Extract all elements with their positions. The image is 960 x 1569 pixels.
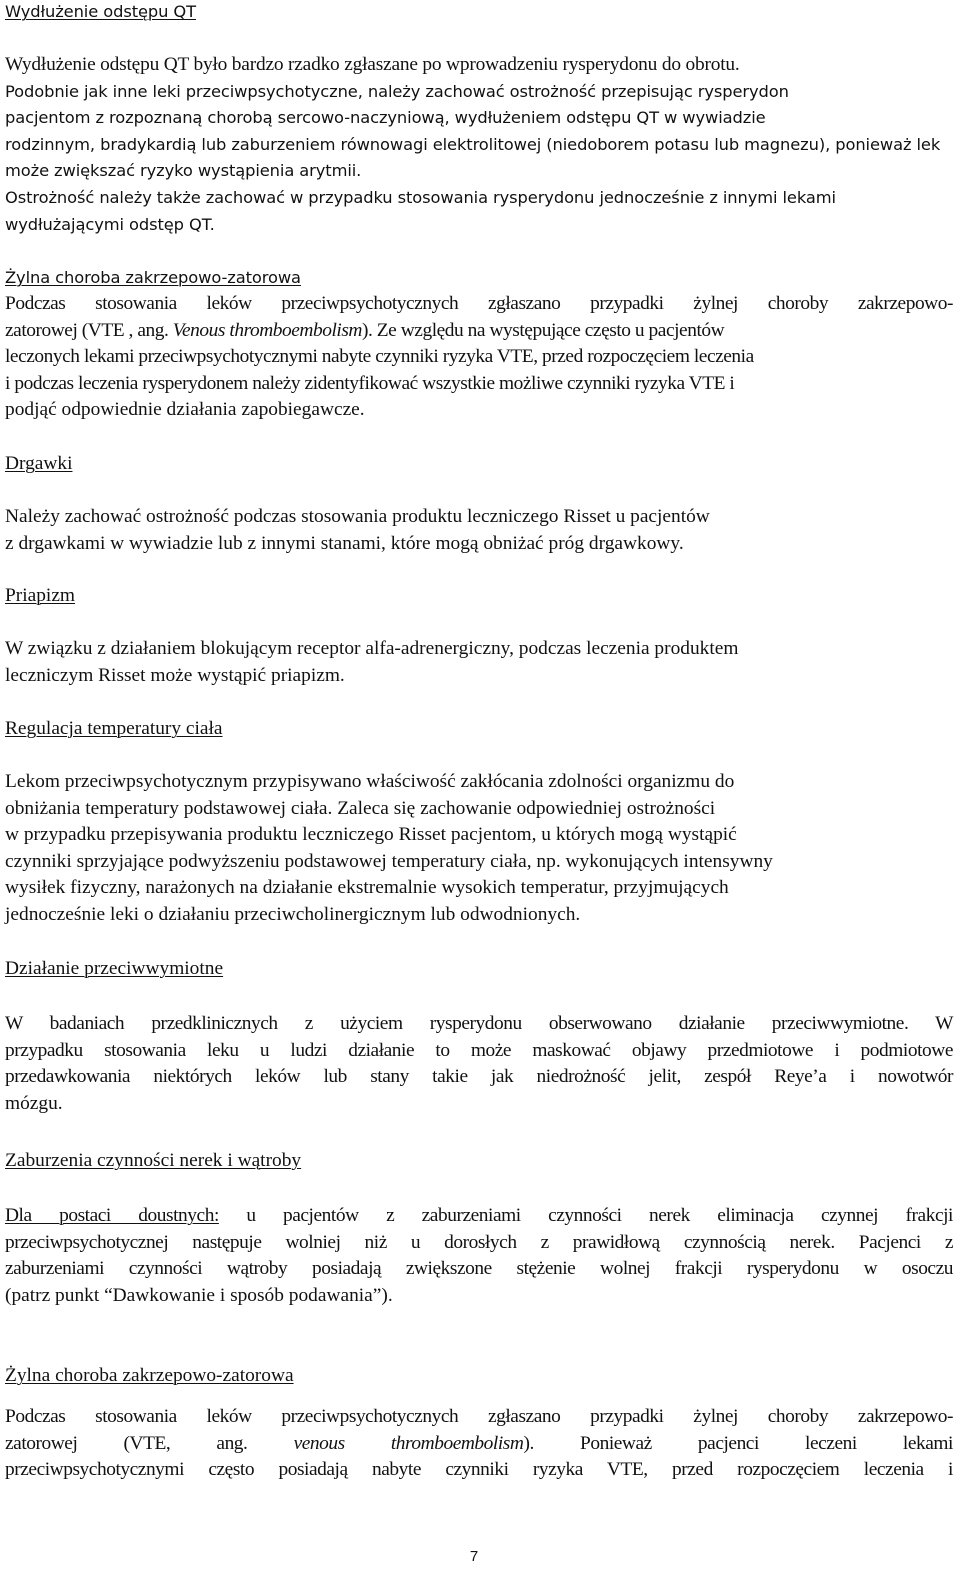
priapism-paragraph [5,636,953,689]
vte2-line-2-end: ). Ponieważ pacjenci leczeni lekami [523,1432,953,1454]
priapism-line-2: leczniczym Risset może wystąpić priapizm. [5,664,345,686]
renal-line-3: zaburzeniami czynności wątroby posiadają zwiększone stężenie wolnej frakcji rysperydonu w osoczu [5,1258,953,1280]
qt-line-3: pacjentom z rozpoznaną chorobą sercowo-naczyniową, wydłużeniem odstępu QT w wywiadzie [5,108,766,128]
temperature-heading: Regulacja temperatury ciała [5,718,223,739]
vte-line-2 [5,318,953,345]
temperature-line-3: w przypadku przepisywania produktu leczniczego Risset pacjentom, u których mogą wystąpić [5,824,737,846]
seizures-line-1: Należy zachować ostrożność podczas stosowania produktu leczniczego Risset u pacjentów [5,506,710,527]
qt-line-2: Podobnie jak inne leki przeciwpsychotyczne, należy zachować ostrożność przepisując rysperydon [5,81,789,101]
seizures-paragraph [5,504,953,557]
temperature-line-6: jednocześnie leki o działaniu przeciwcholinergicznym lub odwodnionych. [5,903,581,925]
antiemetic-line-4: mózgu. [5,1092,63,1114]
qt-heading: Wydłużenie odstępu QT [5,2,196,21]
oral-form-label: Dla postaci doustnych: [5,1205,219,1226]
temperature-line-4: czynniki sprzyjające podwyższeniu podstawowej temperatury ciała, np. wykonujących intensywny [5,850,773,872]
renal-line-2: przeciwpsychotycznej następuje wolniej niż u dorosłych z prawidłową czynnością nerek. Pacjenci z [5,1231,953,1253]
renal-line-1-rest: u pacjentów z zaburzeniami czynności nerek eliminacja czynnej frakcji [218,1205,953,1226]
renal-line-1 [5,1203,953,1230]
vte2-line-3: przeciwpsychotycznymi często posiadają nabyte czynniki ryzyka VTE, przed rozpoczęciem leczenia i [5,1459,953,1481]
renal-paragraph [5,1203,953,1309]
antiemetic-paragraph [5,1011,953,1117]
temperature-line-5: wysiłek fizyczny, narażonych na działanie ekstremalnie wysokich temperatur, przyjmujących [5,877,729,899]
vte2-line-1: Podczas stosowania leków przeciwpsychotycznych zgłaszano przypadki żylnej choroby zakrzepowo- [5,1406,953,1427]
antiemetic-line-2: przypadku stosowania leku u ludzi działanie to może maskować objawy przedmiotowe i podmiotowe [5,1039,953,1061]
vte-line-1: Podczas stosowania leków przeciwpsychotycznych zgłaszano przypadki żylnej choroby zakrzepowo- [5,293,953,314]
vte-line-5: podjąć odpowiednie działania zapobiegawcze. [5,399,365,421]
vte-line-2-start: zatorowej (VTE , ang. [5,319,173,341]
qt-line-1: Wydłużenie odstępu QT było bardzo rzadko zgłaszane po wprowadzeniu rysperydonu do obrotu. [5,54,740,75]
seizures-line-2: z drgawkami w wywiadzie lub z innymi stanami, które mogą obniżać próg drgawkowy. [5,532,684,554]
vte-term-italic: Venous thromboembolism [172,319,362,341]
vte2-heading: Żylna choroba zakrzepowo-zatorowa [5,1365,294,1386]
qt-caution: Ostrożność należy także zachować w przypadku stosowania rysperydonu jednocześnie z innymi lekami wydłużającymi odstęp QT. [5,187,836,234]
vte-line-2-end: ). Ze względu na występujące często u pacjentów [361,319,725,341]
priapism-heading: Priapizm [5,585,76,606]
page-number: 7 [469,1548,479,1565]
temperature-paragraph [5,769,953,929]
temperature-line-1: Lekom przeciwpsychotycznym przypisywano właściwość zakłócania zdolności organizmu do [5,771,735,792]
priapism-line-1: W związku z działaniem blokującym receptor alfa-adrenergiczny, podczas leczenia produktem [5,638,739,659]
vte2-line-2-start: zatorowej (VTE, ang. [5,1432,294,1454]
renal-line-4: (patrz punkt “Dawkowanie i sposób podawania”). [5,1284,393,1306]
vte-paragraph [5,291,953,424]
vte2-term-italic: venous thromboembolism [293,1432,524,1454]
renal-heading: Zaburzenia czynności nerek i wątroby [5,1150,302,1171]
antiemetic-line-1: W badaniach przedklinicznych z użyciem rysperydonu obserwowano działanie przeciwwymiotne. W [5,1013,953,1034]
temperature-line-2: obniżania temperatury podstawowej ciała. Zaleca się zachowanie odpowiedniej ostrożności [5,797,716,819]
vte2-line-2 [5,1431,953,1458]
vte-heading: Żylna choroba zakrzepowo-zatorowa [5,268,301,287]
qt-paragraph [5,52,953,238]
vte2-paragraph [5,1404,953,1484]
vte-line-3: leczonych lekami przeciwpsychotycznymi nabyte czynniki ryzyka VTE, przed rozpoczęciem leczenia [5,346,754,368]
seizures-heading: Drgawki [5,453,73,474]
vte-line-4: i podczas leczenia rysperydonem należy zidentyfikować wszystkie możliwe czynniki ryzyka VTE i [5,372,735,394]
qt-line-4: rodzinnym, bradykardią lub zaburzeniem równowagi elektrolitowej (niedoborem potasu lub magnezu), ponieważ lek może zwiększać ryzyko wystąpienia arytmii. [5,134,941,181]
antiemetic-heading: Działanie przeciwwymiotne [5,958,224,979]
antiemetic-line-3: przedawkowania niektórych leków lub stany takie jak niedrożność jelit, zespół Reye’a i nowotwór [5,1066,953,1088]
